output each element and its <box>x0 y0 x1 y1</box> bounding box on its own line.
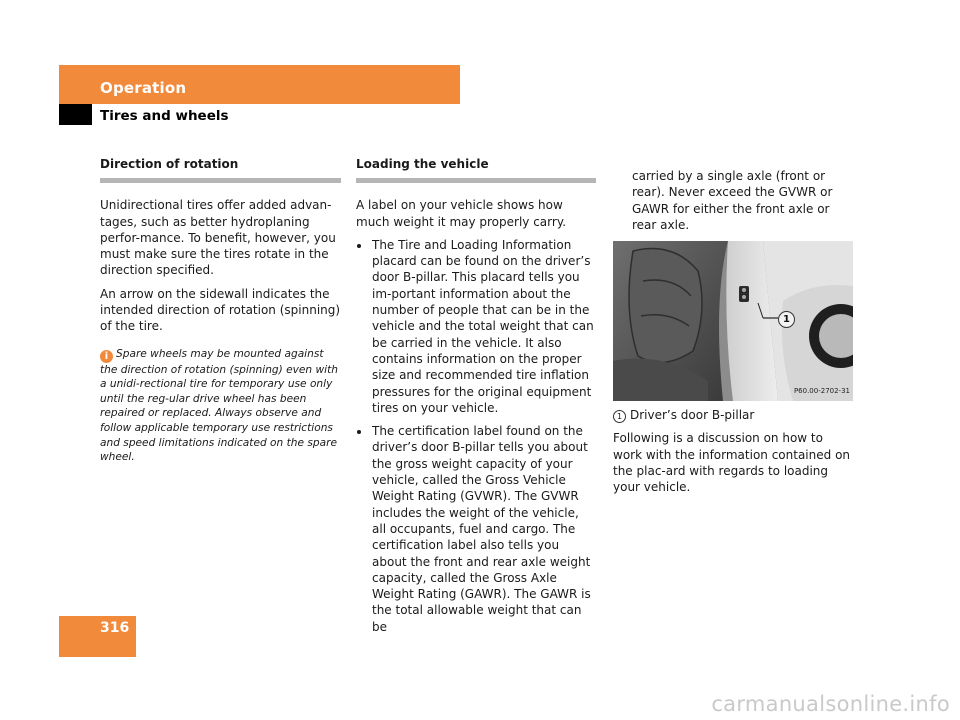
subsection-marker <box>59 104 92 125</box>
column-direction-of-rotation <box>100 156 341 465</box>
column-loading-the-vehicle <box>356 156 596 642</box>
b-pillar-photo <box>613 241 853 401</box>
watermark: carmanualsonline.info <box>711 692 950 716</box>
b-pillar-illustration <box>613 241 853 401</box>
loading-intro: A label on your vehicle shows how much weight it may properly carry. <box>356 198 567 229</box>
callout-1: 1 <box>778 311 795 328</box>
column-continuation <box>613 156 853 503</box>
list-item: The certification label found on the driver’s door B-pillar tells you about the gross weight capacity of your vehicle, called the Gross Vehicle Weight Rating (GVWR). The GVWR includes the weight of the vehicle, all occupants, fuel and cargo. The certification label also tells you about the front and rear axle weight capacity, called the Gross Axle Weight Rating (GAWR). The GAWR is the total allowable weight that can be <box>356 423 596 635</box>
loading-heading: Loading the vehicle <box>356 156 596 183</box>
subsection-title: Tires and wheels <box>100 108 229 124</box>
list-item: The Tire and Loading Information placard can be found on the driver’s door B-pillar. This placard tells you im-portant information about the number of people that can be in the vehicle and the total weight that can be carried in the vehicle. It also contains information on the proper size and recommended tire inflation pressures for the original equipment tires on your vehicle. <box>356 237 596 416</box>
caption-text: Driver’s door B-pillar <box>630 408 755 423</box>
direction-heading: Direction of rotation <box>100 156 341 183</box>
following-paragraph: Following is a discussion on how to work with the information contained on the plac-ard with regards to loading your vehicle. <box>613 431 851 495</box>
page-number: 316 <box>100 620 130 636</box>
photo-caption <box>613 407 853 423</box>
spare-wheel-note <box>100 347 341 465</box>
direction-paragraph-1: Unidirectional tires offer added advan-tages, such as better hydroplaning perfor-mance. To benefit, however, you must make sure the tires rotate in the direction specified. <box>100 198 336 278</box>
loading-bullet-list <box>356 237 596 635</box>
note-text: Spare wheels may be mounted against the direction of rotation (spinning) even with a unidi-rectional tire for temporary use only until the reg-ular drive wheel has been repaired or replaced. Always observe and follow applicable temporary use restrictions and speed limitations indicated on the spare wheel. <box>100 347 338 464</box>
section-title: Operation <box>100 79 187 97</box>
continuation-text: carried by a single axle (front or rear). Never exceed the GVWR or GAWR for either the front axle or rear axle. <box>632 169 833 232</box>
direction-paragraph-2: An arrow on the sidewall indicates the intended direction of rotation (spinning) of the tire. <box>100 286 341 334</box>
photo-code: P60.00-2702-31 <box>793 386 850 395</box>
caption-number: 1 <box>613 410 626 423</box>
info-icon: i <box>100 350 113 363</box>
